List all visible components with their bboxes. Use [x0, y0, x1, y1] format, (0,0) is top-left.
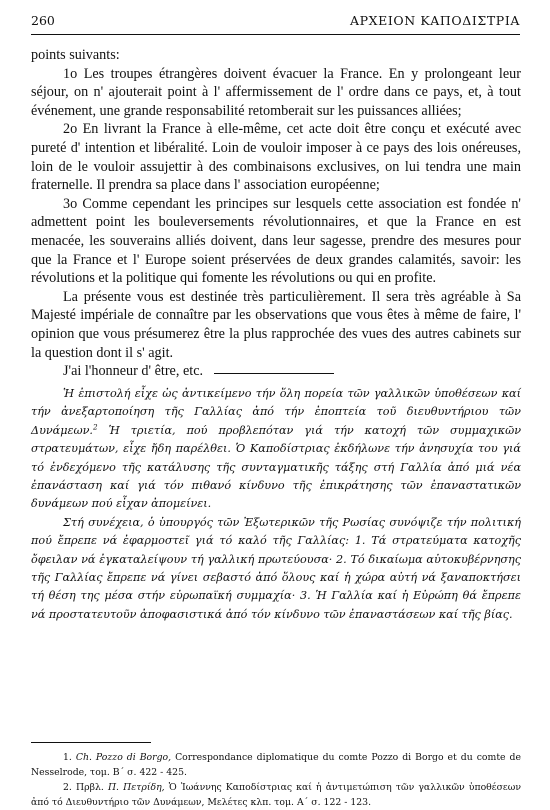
- footnote-author: Ch. Pozzo di Borgo,: [75, 752, 172, 763]
- letter-item-2: 2o En livrant la France à elle-même, cet acte doit être conçu et exécuté avec pureté d' intention et libéralité. Loin de vouloir imposer à ce pays des lois onéreuses, loin de le vouloir assujettir à des combinaisons exclusives, on lui tendra une main fraternelle. Il prendra sa place dans l' association européenne;: [31, 121, 521, 194]
- commentary-body: [31, 385, 521, 624]
- commentary-paragraph-1: [31, 385, 521, 514]
- footnote-text: Ὁ Ἰωάννης Καποδίστριας καί ἡ ἀντιμετώπιση τῶν γαλλικῶν ὑποθέσεων ἀπό τό Διευθυντήριο τῶν Δυνάμεων, Μελέτες κλπ. τομ. Α΄ σ. 122 - 123.: [31, 782, 521, 808]
- footnote-1: [31, 750, 521, 780]
- letter-intro: points suivants:: [31, 47, 120, 63]
- page-header: [31, 10, 520, 35]
- footnote-divider: [31, 742, 151, 743]
- footnote-prefix: Πρβλ.: [76, 782, 108, 793]
- footnote-author: Π. Πετρίδη,: [107, 782, 165, 793]
- commentary-paragraph-2: Στή συνέχεια, ὁ ὑπουργός τῶν Ἐξωτερικῶν τῆς Ρωσίας συνόψιζε τήν πολιτική πού ἔπρεπε νά ἐφαρμοστεῖ γιά τό καλό τῆς Γαλλίας: 1. Τά στρατεύματα κατοχῆς ὄφειλαν νά ἐγκαταλείψουν τή γαλλική πρωτεύουσα· 2. Τό δικαίωμα αὐτοκυβέρνησης τῆς Γαλλίας ἔπρεπε νά γίνει σεβαστό ἀπό ὅλους καί ἡ χώρα αὐτή νά ξαναποκτήσει τή θέση της μέσα στήν εὐρωπαϊκή συμμαχία· 3. Ἡ Γαλλία καί ἡ Εὐρώπη θά ἔπρεπε νά προστατευτοῦν ἀποφασιστικά ἀπό τόν κίνδυνο τῶν ἐπαναστάσεων καί τῆς βίας.: [31, 515, 521, 621]
- footnotes: [31, 750, 521, 810]
- page-number: 260: [31, 13, 55, 28]
- letter-final-paragraph: La présente vous est destinée très particulièrement. Il sera très agréable à Sa Majesté impériale de connaître par les observations que vous êtes à même de faire, l' opinion que vous présumerez être la plus rapprochée des vues des autres cabinets sur la question dont il s' agit.: [31, 288, 521, 361]
- letter-item-3: 3o Comme cependant les principes sur lesquels cette association est fondée n' admettent point les bouleversements révolutionnaires, et que la France en est menacée, les souverains alliés doivent, dans leur sagesse, prendre des mesures pour que la France et l' Europe soient préservées de deux grandes calamités, savoir: les révolutions et la politique qui fomente les révolutions ou qui en profite.: [31, 195, 521, 287]
- letter-closing: J'ai l'honneur d' être, etc.: [63, 363, 204, 380]
- footnote-text: Correspondance diplomatique du comte Pozzo di Borgo et du comte de Nesselrode, τομ. Β΄ σ. 422 - 425.: [31, 752, 522, 778]
- footnote-2: [31, 780, 521, 810]
- footnote-number: 2.: [63, 782, 72, 793]
- commentary-text: Ἡ τριετία, πού προβλεπόταν γιά τήν κατοχή τῶν συμμαχικῶν στρατευμάτων, εἶχε ἤδη παρέλθει. Ὁ Καποδίστριας ἐκδήλωνε τήν ἀνησυχία του γιά τό ἐνδεχόμενο τῆς κατάλυσης τῆς συνταγματικῆς τάξης στή Γαλλία ἀπό μιά νέα ἐπανάσταση καί γιά τόν πιθανό κίνδυνο τῆς ἐπικράτησης τῶν ἐπαναστατικῶν δυνάμεων πού εἶχαν ἀπομείνει.: [31, 423, 521, 511]
- letter-item-1: 1o Les troupes étrangères doivent évacuer la France. En y prolongeant leur séjour, on n' ajouterait point à l' affermissement de l' ordre dans ce pays, et, à tout événement, une grande responsabilité retomberait sur les puissances alliées;: [31, 65, 521, 119]
- running-title: ΑΡΧΕΙΟΝ ΚΑΠΟΔΙΣΤΡΙΑ: [350, 13, 520, 28]
- commentary-text: Ἡ ἐπιστολή εἶχε ὡς ἀντικείμενο τήν ὅλη πορεία τῶν γαλλικῶν ὑποθέσεων καί τήν ἀνεξαρτοποίηση τῆς Γαλλίας ἀπό τήν ἐποπτεία τοῦ διευθυντήριου τῶν Δυνάμεων.: [31, 387, 521, 437]
- section-divider: [214, 373, 334, 374]
- letter-body: [31, 46, 521, 381]
- footnote-number: 1.: [63, 752, 72, 763]
- footnote-reference[interactable]: 2: [93, 422, 98, 432]
